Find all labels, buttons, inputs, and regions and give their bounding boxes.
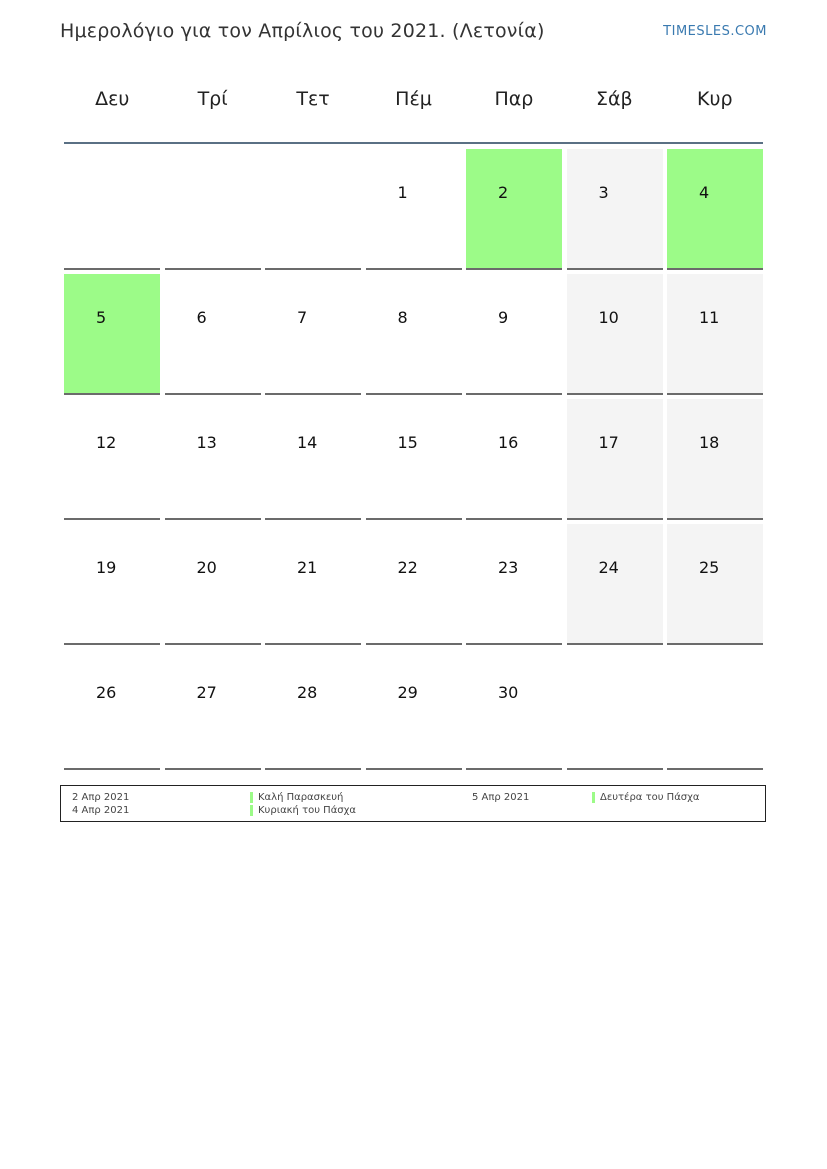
calendar-day-cell[interactable] bbox=[366, 149, 462, 270]
legend-name-text: Κυριακή του Πάσχα bbox=[258, 805, 356, 816]
weekday-tue: Τρί bbox=[197, 88, 228, 110]
calendar-day-cell[interactable] bbox=[64, 649, 160, 770]
day-number: 13 bbox=[196, 433, 217, 452]
day-number: 21 bbox=[297, 558, 318, 577]
day-number: 22 bbox=[397, 558, 418, 577]
calendar-day-cell[interactable] bbox=[265, 399, 361, 520]
day-number: 20 bbox=[196, 558, 217, 577]
day-number: 28 bbox=[297, 683, 318, 702]
calendar-day-cell[interactable] bbox=[466, 524, 562, 645]
day-number: 4 bbox=[699, 183, 710, 202]
day-number: 14 bbox=[297, 433, 318, 452]
calendar-day-cell[interactable] bbox=[667, 149, 763, 270]
calendar-day-cell[interactable] bbox=[466, 399, 562, 520]
calendar-day-cell[interactable] bbox=[265, 524, 361, 645]
calendar-day-cell[interactable] bbox=[165, 399, 261, 520]
calendar-day-cell[interactable] bbox=[265, 274, 361, 395]
legend-name-text: Δευτέρα του Πάσχα bbox=[600, 792, 700, 803]
calendar-day-cell[interactable] bbox=[667, 524, 763, 645]
day-number: 1 bbox=[397, 183, 408, 202]
calendar-day-cell[interactable] bbox=[64, 274, 160, 395]
day-number: 2 bbox=[498, 183, 509, 202]
legend-item bbox=[472, 792, 700, 803]
day-number: 18 bbox=[699, 433, 720, 452]
page-title: Ημερολόγιο για τον Απρίλιος του 2021. (Λετονία) bbox=[60, 20, 545, 42]
day-number: 9 bbox=[498, 308, 509, 327]
weekday-wed: Τετ bbox=[296, 88, 330, 110]
weekday-sat: Σάβ bbox=[596, 88, 633, 110]
calendar-day-cell[interactable] bbox=[466, 149, 562, 270]
calendar-day-cell[interactable] bbox=[165, 649, 261, 770]
day-number: 11 bbox=[699, 308, 720, 327]
calendar-day-cell[interactable] bbox=[567, 149, 663, 270]
calendar-day-cell[interactable] bbox=[667, 399, 763, 520]
calendar-day-cell[interactable] bbox=[667, 274, 763, 395]
weekday-fri: Παρ bbox=[494, 88, 534, 110]
weekday-sun: Κυρ bbox=[697, 88, 733, 110]
holiday-legend bbox=[60, 785, 766, 822]
day-number: 7 bbox=[297, 308, 308, 327]
calendar-empty-cell bbox=[165, 149, 261, 270]
calendar-day-cell[interactable] bbox=[64, 399, 160, 520]
legend-date: 4 Απρ 2021 bbox=[72, 805, 130, 816]
legend-holiday-name bbox=[250, 805, 356, 816]
calendar-grid bbox=[64, 149, 763, 770]
legend-holiday-name bbox=[592, 792, 700, 803]
day-number: 10 bbox=[598, 308, 619, 327]
calendar-day-cell[interactable] bbox=[366, 274, 462, 395]
day-number: 19 bbox=[96, 558, 117, 577]
day-number: 5 bbox=[96, 308, 107, 327]
holiday-color-swatch bbox=[250, 805, 253, 816]
calendar-day-cell[interactable] bbox=[165, 524, 261, 645]
holiday-color-swatch bbox=[250, 792, 253, 803]
legend-name-text: Καλή Παρασκευή bbox=[258, 792, 344, 803]
calendar-day-cell[interactable] bbox=[64, 524, 160, 645]
day-number: 17 bbox=[598, 433, 619, 452]
day-number: 23 bbox=[498, 558, 519, 577]
day-number: 3 bbox=[598, 183, 609, 202]
day-number: 6 bbox=[196, 308, 207, 327]
day-number: 16 bbox=[498, 433, 519, 452]
legend-date: 5 Απρ 2021 bbox=[472, 792, 530, 803]
calendar-empty-cell bbox=[567, 649, 663, 770]
legend-item bbox=[72, 805, 356, 816]
calendar-day-cell[interactable] bbox=[567, 399, 663, 520]
legend-item bbox=[72, 792, 343, 803]
calendar-day-cell[interactable] bbox=[567, 274, 663, 395]
day-number: 12 bbox=[96, 433, 117, 452]
day-number: 25 bbox=[699, 558, 720, 577]
day-number: 8 bbox=[397, 308, 408, 327]
calendar-day-cell[interactable] bbox=[366, 524, 462, 645]
weekday-thu: Πέμ bbox=[395, 88, 432, 110]
day-number: 15 bbox=[397, 433, 418, 452]
calendar-day-cell[interactable] bbox=[265, 649, 361, 770]
calendar-empty-cell bbox=[64, 149, 160, 270]
calendar-empty-cell bbox=[667, 649, 763, 770]
legend-date: 2 Απρ 2021 bbox=[72, 792, 130, 803]
weekday-header bbox=[62, 88, 765, 120]
weekday-mon: Δευ bbox=[95, 88, 130, 110]
calendar-day-cell[interactable] bbox=[567, 524, 663, 645]
holiday-color-swatch bbox=[592, 792, 595, 803]
calendar-empty-cell bbox=[265, 149, 361, 270]
day-number: 29 bbox=[397, 683, 418, 702]
calendar-day-cell[interactable] bbox=[466, 274, 562, 395]
header-divider bbox=[64, 142, 763, 144]
calendar-day-cell[interactable] bbox=[366, 649, 462, 770]
calendar-day-cell[interactable] bbox=[366, 399, 462, 520]
day-number: 27 bbox=[196, 683, 217, 702]
calendar-day-cell[interactable] bbox=[466, 649, 562, 770]
calendar-day-cell[interactable] bbox=[165, 274, 261, 395]
day-number: 30 bbox=[498, 683, 519, 702]
day-number: 26 bbox=[96, 683, 117, 702]
day-number: 24 bbox=[598, 558, 619, 577]
brand-link[interactable]: TIMESLES.COM bbox=[663, 24, 767, 39]
legend-holiday-name bbox=[250, 792, 343, 803]
